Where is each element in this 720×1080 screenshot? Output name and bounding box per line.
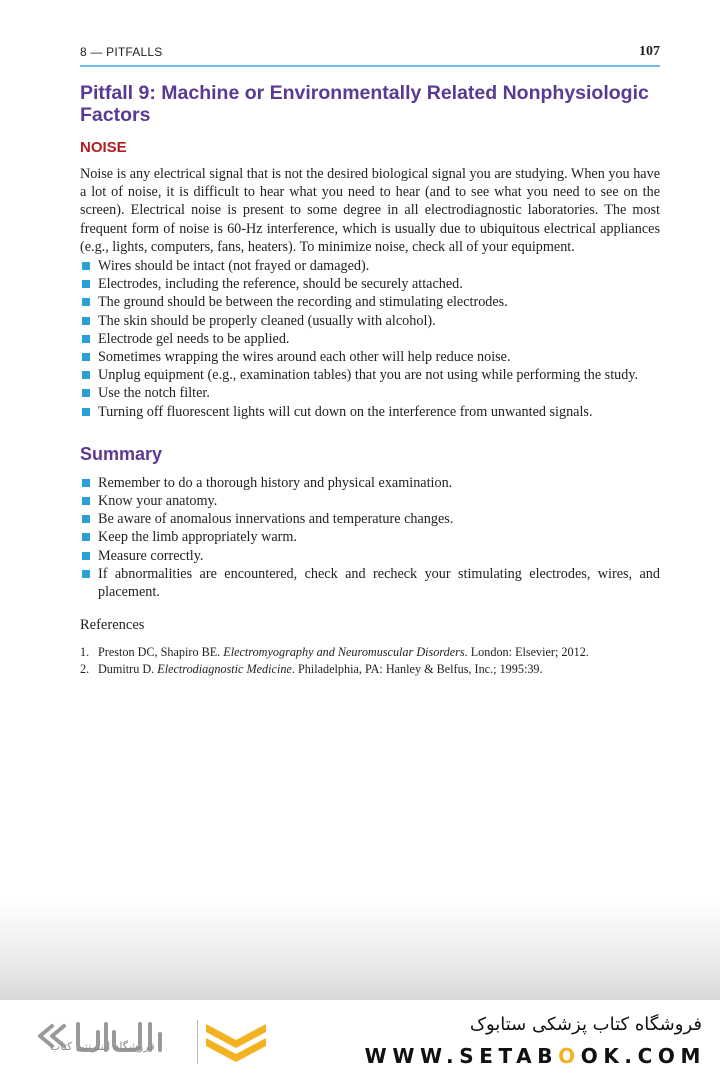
noise-paragraph: Noise is any electrical signal that is not the desired biological signal you are studying. When you have a lot of noise, it is difficult to hear what you need to hear (and to see what you need to see on the screen). Electrical noise is present to some degree in all electrodiagnostic laboratories. The most frequent form of noise is 60-Hz interference, which is usually due to ubiquitous electrical appliances (e.g., lights, computers, fans, heaters). To minimize noise, check all of your equipment. (80, 166, 660, 255)
square-bullet-icon (82, 389, 90, 397)
references-list (80, 644, 660, 678)
list-item (98, 384, 660, 402)
list-item (98, 403, 660, 421)
list-item-text: Use the notch filter. (98, 385, 210, 402)
list-item-text: Keep the limb appropriately warm. (98, 529, 297, 546)
square-bullet-icon (82, 353, 90, 361)
url-o: O (558, 1044, 581, 1068)
reference-publisher: . Philadelphia, PA: Hanley & Belfus, Inc.; 1995:39. (291, 662, 543, 677)
list-item-text: Electrodes, including the reference, should be securely attached. (98, 276, 463, 293)
url-part-1: WWW.SETAB (364, 1044, 559, 1068)
list-item-text: Electrode gel needs to be applied. (98, 330, 290, 347)
reference-item (80, 644, 660, 661)
reference-authors: Dumitru D. (98, 662, 158, 677)
list-item (98, 312, 660, 330)
list-item (98, 565, 660, 601)
square-bullet-icon (82, 533, 90, 541)
square-bullet-icon (82, 262, 90, 270)
reference-publisher: . London: Elsevier; 2012. (464, 645, 589, 660)
url-part-2: OK.COM (580, 1044, 706, 1068)
list-item (98, 474, 660, 492)
summary-list (80, 474, 660, 601)
noise-heading: NOISE (80, 139, 127, 156)
list-item-text: Measure correctly. (98, 547, 204, 564)
list-item (98, 275, 660, 293)
reference-number: 2. (80, 662, 90, 677)
square-bullet-icon (82, 317, 90, 325)
store-title: فروشگاه کتاب پزشکی ستابوک (469, 1014, 702, 1035)
square-bullet-icon (82, 335, 90, 343)
square-bullet-icon (82, 280, 90, 288)
square-bullet-icon (82, 298, 90, 306)
reference-title: Electrodiagnostic Medicine (157, 662, 292, 677)
reference-authors: Preston DC, Shapiro BE. (98, 645, 224, 660)
list-item-text: Unplug equipment (e.g., examination tables) that you are not using while performing the study. (98, 367, 639, 384)
list-item (98, 330, 660, 348)
list-item (98, 510, 660, 528)
list-item-text: If abnormalities are encountered, check and recheck your stimulating electrodes, wires, and placement. (98, 565, 660, 601)
watermark-footer (0, 1000, 720, 1080)
square-bullet-icon (82, 371, 90, 379)
list-item (98, 366, 660, 384)
summary-heading: Summary (80, 443, 163, 464)
square-bullet-icon (82, 408, 90, 416)
list-item (98, 547, 660, 565)
running-header (80, 44, 660, 66)
noise-checklist (80, 257, 660, 421)
list-item (98, 492, 660, 510)
square-bullet-icon (82, 552, 90, 560)
store-url[interactable] (365, 1044, 706, 1068)
list-item (98, 293, 660, 311)
list-item-text: Sometimes wrapping the wires around each other will help reduce noise. (98, 349, 511, 366)
list-item-text: Be aware of anomalous innervations and temperature changes. (98, 511, 454, 528)
list-item-text: Know your anatomy. (98, 493, 218, 510)
reference-number: 1. (80, 645, 90, 660)
list-item-text: The ground should be between the recording and stimulating electrodes. (98, 294, 508, 311)
list-item (98, 348, 660, 366)
list-item-text: Wires should be intact (not frayed or damaged). (98, 258, 370, 275)
section-title: Pitfall 9: Machine or Environmentally Related Nonphysiologic Factors (80, 82, 649, 126)
list-item-text: Remember to do a thorough history and physical examination. (98, 474, 453, 491)
page-content (80, 82, 660, 678)
footer-divider (197, 1020, 198, 1064)
square-bullet-icon (82, 497, 90, 505)
list-item (98, 257, 660, 275)
references-heading: References (80, 617, 145, 634)
reference-item (80, 661, 660, 678)
list-item-text: The skin should be properly cleaned (usually with alcohol). (98, 312, 436, 329)
list-item (98, 528, 660, 546)
reference-title: Electromyography and Neuromuscular Disorders (223, 645, 465, 660)
header-rule (80, 65, 660, 67)
logo-caption: فروشگاه اینترنتی کتاب (50, 1040, 155, 1053)
chapter-label: 8 — PITFALLS (80, 45, 163, 59)
square-bullet-icon (82, 479, 90, 487)
square-bullet-icon (82, 570, 90, 578)
list-item-text: Turning off fluorescent lights will cut down on the interference from unwanted signals. (98, 403, 593, 420)
square-bullet-icon (82, 515, 90, 523)
page-number: 107 (639, 44, 660, 59)
